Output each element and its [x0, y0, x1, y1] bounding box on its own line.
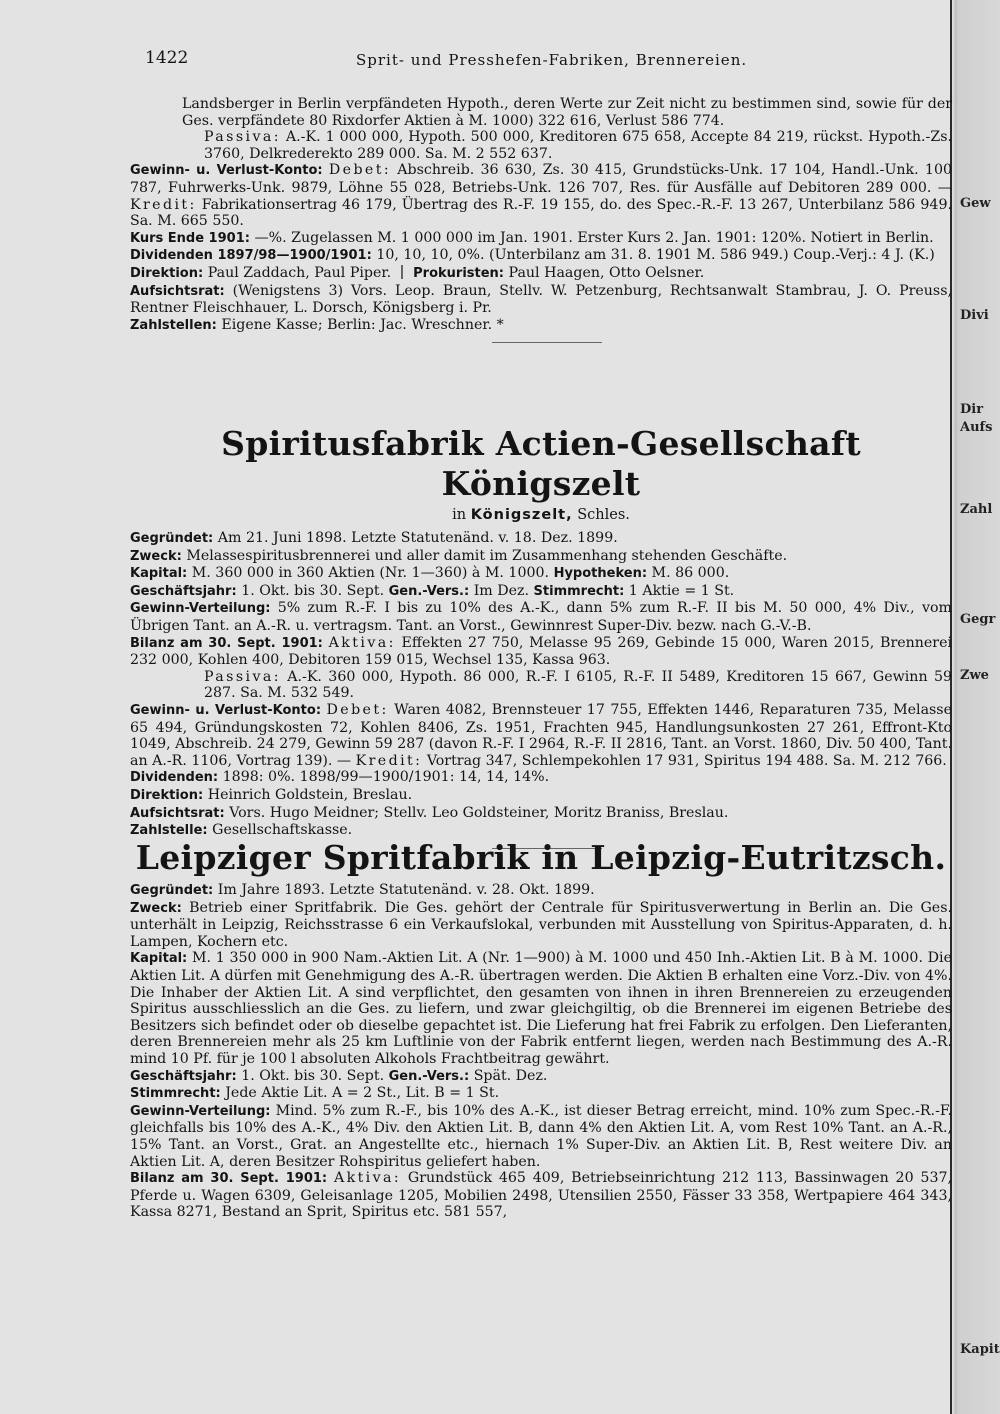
- aktiva-text: Effekten 27 750, Melasse 95 269, Gebinde 15 000, Waren 2015, Brennerei 232 000, Kohlen 400, Debitoren 159 015, Wechsel 135, Kassa 963.: [130, 634, 953, 669]
- margin-fragment: Zahl: [960, 502, 993, 517]
- bilanz-line: [130, 635, 952, 669]
- aktiva-text: Grundstück 465 409, Betriebseinrichtung 212 113, Bassinwagen 20 537, Pferde u. Wagen 6309, Geleisanlage 1205, Mobilien 2498, Utensilien 2550, Fässer 33 358, Wertpapiere 464 343, Kassa 8271, Bestand an Sprit, Spiritus etc. 581 557,: [130, 1170, 953, 1221]
- entry-text: Landsberger in Berlin verpfändeten Hypoth., deren Werte zur Zeit nicht zu bestimmen sind, sowie für der Ges. verpfändete 80 Rixdorfer Aktien à M. 1000) 322 616, Verlust 586 774.: [182, 96, 952, 129]
- previous-entry: [130, 96, 952, 351]
- margin-fragment: Zwe: [960, 668, 989, 683]
- direktion-label: Direktion:: [130, 265, 204, 281]
- margin-fragment: Kapit: [960, 1342, 1000, 1357]
- zweck-label: Zweck:: [130, 900, 182, 916]
- gegruendet-line: [130, 882, 952, 900]
- gewinn-verteilung-label: Gewinn-Verteilung:: [130, 1103, 271, 1119]
- kurs-text: —%. Zugelassen M. 1 000 000 im Jan. 1901. Erster Kurs 2. Jan. 1901: 120%. Notiert in Berlin.: [254, 229, 934, 246]
- profit-loss-label: Gewinn- u. Verlust-Konto:: [130, 702, 322, 718]
- kredit-label: Kredit:: [130, 196, 197, 213]
- kurs-label: Kurs Ende 1901:: [130, 230, 250, 246]
- section-divider: [492, 342, 602, 343]
- aktiva-label: Aktiva:: [328, 634, 396, 651]
- company-title: Spiritusfabrik Actien-Gesellschaft Königszelt: [221, 424, 861, 503]
- zweck-label: Zweck:: [130, 548, 182, 564]
- location-prefix: in: [452, 507, 467, 523]
- gewinn-verteilung-label: Gewinn-Verteilung:: [130, 601, 271, 617]
- kredit-text: Vortrag 347, Schlempekohlen 17 931, Spiritus 194 488. Sa. M. 212 766.: [426, 752, 947, 769]
- dividend-line: [130, 769, 952, 787]
- zahlstellen-label: Zahlstellen:: [130, 317, 217, 333]
- company-location: [130, 506, 952, 524]
- margin-fragment: Aufs: [960, 420, 993, 435]
- direktion-label: Direktion:: [130, 787, 204, 803]
- kapital-text: M. 360 000 in 360 Aktien (Nr. 1—360) à M. 1000.: [191, 565, 550, 582]
- aufsichtsrat-text: Vors. Hugo Meidner; Stellv. Leo Goldsteiner, Moritz Braniss, Breslau.: [229, 804, 729, 821]
- passiva-line: [130, 669, 952, 702]
- passiva-text: A.-K. 1 000 000, Hypoth. 500 000, Kreditoren 675 658, Accepte 84 219, rückst. Hypoth.-Zs. 3760, Delkrederekto 289 000. Sa. M. 2 552 637.: [204, 129, 952, 162]
- zweck-line: [130, 900, 952, 951]
- separator-mark: [401, 265, 403, 279]
- gen-vers-text: Im Dez.: [473, 582, 530, 599]
- direktion-line: [130, 787, 952, 805]
- kapital-text: M. 1 350 000 in 900 Nam.-Aktien Lit. A (Nr. 1—900) à M. 1000 und 450 Inh.-Aktien Lit. B à M. 1000. Die Aktien Lit. A dürfen mit Genehmigung des A.-R. übertragen werden. Die Aktien B erhalten eine Vorz.-Div. von 4%. Die Inhaber der Aktien Lit. A sind verpflichtet, den gesamten von ihnen in ihren Brennereien zu erzeugenden Spiritus ausschliesslich an die Ges. zu liefern, und zwar gleichgiltig, ob die Brennerei im eigenen Betriebe des Besitzers sich befindet oder ob dieselbe gepachtet ist. Die Lieferung hat frei Fabrik zu erfolgen. Den Lieferanten, deren Brennereien mehr als 25 km Luftlinie von der Fabrik entfernt liegen, werden nach Bestimmung des A.-R. mind 10 Pf. für je 100 l absoluten Alkohols Frachtbeitrag gewährt.: [130, 950, 952, 1067]
- gegruendet-line: [130, 530, 952, 548]
- stimmrecht-text: 1 Aktie = 1 St.: [628, 582, 735, 599]
- aufsichtsrat-line: [130, 283, 952, 317]
- adjacent-page-edge: [950, 0, 1000, 1414]
- kurs-line: [130, 230, 952, 248]
- margin-fragment: Gegr: [960, 612, 996, 627]
- margin-fragment: Divi: [960, 308, 989, 323]
- kapital-label: Kapital:: [130, 566, 188, 582]
- kredit-text: Fabrikationsertrag 46 179, Übertrag des R.-F. 19 155, do. des Spec.-R.-F. 13 267, Unterbilanz 586 949. Sa. M. 665 550.: [130, 196, 952, 230]
- zweck-line: [130, 548, 952, 566]
- stimmrecht-line: [130, 1085, 952, 1103]
- prokuristen-text: Paul Haagen, Otto Oelsner.: [508, 264, 705, 281]
- geschaeftsjahr-text: 1. Okt. bis 30. Sept.: [241, 582, 385, 599]
- entry-koenigszelt: [130, 424, 952, 857]
- gewinn-verteilung-text: Mind. 5% zum R.-F., bis 10% des A.-K., ist dieser Betrag erreicht, mind. 10% zum Spec.-R.-F. gleichfalls bis 10% des A.-K., 4% Div. den Aktien Lit. B, dann 4% den Aktien Lit. A, vom Rest 10% Tant. an A.-R., 15% Tant. an Vorst., Grat. an Angestellte etc., hiernach 1% Super-Div. an Aktien Lit. B, Rest weitere Div. an Aktien Lit. A, deren Besitzer Rohspiritus geliefert haben.: [130, 1102, 953, 1170]
- location-suffix: Schles.: [577, 507, 630, 523]
- passiva-text: A.-K. 360 000, Hypoth. 86 000, R.-F. I 6105, R.-F. II 5489, Kreditoren 15 667, Gewinn 59 287. Sa. M. 532 549.: [204, 668, 952, 702]
- dividend-text: 10, 10, 10, 0%. (Unterbilanz am 31. 8. 1901 M. 586 949.) Coup.-Verj.: 4 J. (K.): [376, 247, 935, 264]
- passiva-line: [130, 129, 952, 162]
- geschaeftsjahr-line: [130, 1068, 952, 1086]
- entry-leipzig: [130, 838, 952, 1221]
- gen-vers-text: Spät. Dez.: [473, 1067, 548, 1084]
- geschaeftsjahr-label: Geschäftsjahr:: [130, 1068, 237, 1084]
- margin-fragment: Gew: [960, 196, 991, 211]
- geschaeftsjahr-text: 1. Okt. bis 30. Sept.: [241, 1067, 385, 1084]
- running-head: [0, 42, 950, 72]
- gegruendet-label: Gegründet:: [130, 883, 214, 898]
- zweck-text: Betrieb einer Spritfabrik. Die Ges. gehört der Centrale für Spiritusverwertung in Berlin an. Die Ges. unterhält in Leipzig, Reichsstrasse 6 ein Verkaufslokal, verbunden mit Ausstellung von Spiritus-Apparaten, d. h. Lampen, Kochern etc.: [130, 899, 952, 950]
- running-title: Sprit- und Presshefen-Fabriken, Brennereien.: [356, 51, 748, 69]
- bilanz-line: [130, 1170, 952, 1221]
- kredit-label: Kredit:: [355, 752, 423, 769]
- debet-text: Abschreib. 36 630, Zs. 30 415, Grundstücks-Unk. 17 104, Handl.-Unk. 100 787, Fuhrwerks-Unk. 9879, Löhne 55 028, Betriebs-Unk. 126 707, Res. für Ausfälle auf Debitoren 289 000. —: [130, 162, 952, 196]
- stimmrecht-label: Stimmrecht:: [533, 583, 625, 599]
- profit-loss-line: [130, 162, 952, 229]
- aufsichtsrat-text: (Wenigstens 3) Vors. Leop. Braun, Stellv. W. Petzenburg, Rechtsanwalt Stambrau, J. O. Preuss, Rentner Fleischhauer, L. Dorsch, Königsberg i. Pr.: [130, 282, 953, 317]
- gen-vers-label: Gen.-Vers.:: [388, 583, 470, 599]
- debet-label: Debet:: [328, 162, 392, 179]
- aufsichtsrat-label: Aufsichtsrat:: [130, 805, 225, 821]
- geschaeftsjahr-label: Geschäftsjahr:: [130, 583, 237, 599]
- kapital-line: [130, 565, 952, 583]
- zahlstellen-text: Eigene Kasse; Berlin: Jac. Wreschner. *: [221, 316, 504, 333]
- kapital-line: [130, 950, 952, 1067]
- aktiva-label: Aktiva:: [333, 1170, 402, 1187]
- hypotheken-text: M. 86 000.: [651, 565, 730, 582]
- margin-fragment: Dir: [960, 402, 984, 417]
- gen-vers-label: Gen.-Vers.:: [388, 1068, 470, 1084]
- dividend-label: Dividenden 1897/98—1900/1901:: [130, 248, 372, 264]
- gewinn-verteilung-line: [130, 600, 952, 634]
- direktion-text: Paul Zaddach, Paul Piper.: [207, 264, 392, 281]
- dividend-line: [130, 247, 952, 265]
- bilanz-label: Bilanz am 30. Sept. 1901:: [130, 635, 323, 651]
- debet-text: Waren 4082, Brennsteuer 17 755, Effekten 1446, Reparaturen 735, Melasse 65 494, Gründungskosten 72, Kohlen 8406, Zs. 1951, Frachten 945, Handlungsunkosten 27 261, Effront-Kto 1049, Abschreib. 24 279, Gewinn 59 287 (davon R.-F. I 2964, R.-F. II 2816, Tant. an Vorst. 1860, Div. 50 400, Tant. an A.-R. 1106, Vortrag 139). —: [130, 701, 952, 769]
- direktion-line: [130, 265, 952, 283]
- gegruendet-text: Im Jahre 1893. Letzte Statutenänd. v. 28. Okt. 1899.: [217, 882, 595, 898]
- company-title: Leipziger Spritfabrik in Leipzig-Eutritzsch.: [135, 838, 947, 877]
- zahlstelle-text: Gesellschaftskasse.: [212, 822, 353, 839]
- profit-loss-line: [130, 702, 952, 769]
- hypotheken-label: Hypotheken:: [553, 566, 648, 582]
- page-number: 1422: [145, 48, 189, 68]
- gegruendet-label: Gegründet:: [130, 531, 214, 546]
- gewinn-verteilung-text: 5% zum R.-F. I bis zu 10% des A.-K., dann 5% zum R.-F. II bis M. 50 000, 4% Div., vom Übrigen Tant. an A.-R. u. vertragsm. Tant. an Vorst., Gewinnrest Super-Div. bezw. nach G.-V.-B.: [130, 600, 952, 634]
- dividend-label: Dividenden:: [130, 770, 219, 786]
- aufsichtsrat-line: [130, 805, 952, 823]
- zweck-text: Melassespiritusbrennerei und aller damit im Zusammenhang stehenden Geschäfte.: [186, 547, 788, 564]
- zahlstelle-label: Zahlstelle:: [130, 823, 208, 839]
- location-name: Königszelt,: [470, 507, 573, 523]
- geschaeftsjahr-line: [130, 583, 952, 601]
- aufsichtsrat-label: Aufsichtsrat:: [130, 283, 225, 299]
- bilanz-label: Bilanz am 30. Sept. 1901:: [130, 1171, 328, 1187]
- passiva-label: Passiva:: [204, 668, 281, 685]
- prokuristen-label: Prokuristen:: [413, 265, 505, 281]
- dividend-text: 1898: 0%. 1898/99—1900/1901: 14, 14, 14%.: [222, 769, 550, 786]
- zahlstellen-line: [130, 317, 952, 335]
- passiva-label: Passiva:: [204, 129, 281, 146]
- gewinn-verteilung-line: [130, 1103, 952, 1170]
- direktion-text: Heinrich Goldstein, Breslau.: [207, 786, 413, 803]
- debet-label: Debet:: [326, 701, 389, 718]
- profit-loss-label: Gewinn- u. Verlust-Konto:: [130, 163, 323, 179]
- stimmrecht-text: Jede Aktie Lit. A = 2 St., Lit. B = 1 St.: [225, 1085, 500, 1102]
- kapital-label: Kapital:: [130, 951, 188, 967]
- stimmrecht-label: Stimmrecht:: [130, 1086, 221, 1102]
- gegruendet-text: Am 21. Juni 1898. Letzte Statutenänd. v. 18. Dez. 1899.: [217, 530, 618, 546]
